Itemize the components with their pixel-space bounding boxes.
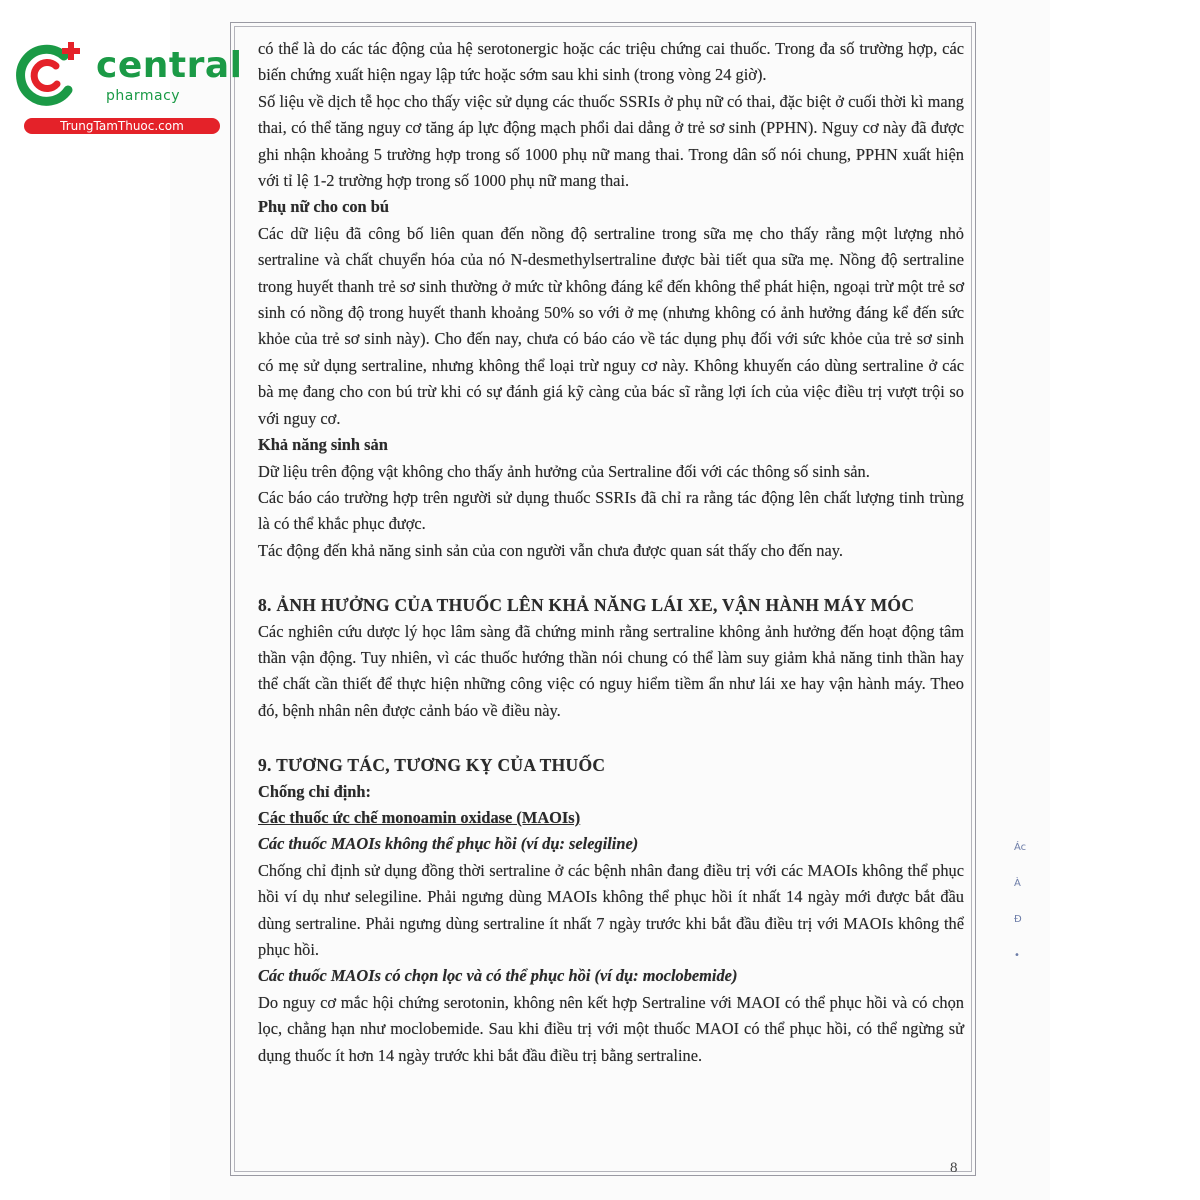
irreversible-maoi-paragraph: Chống chỉ định sử dụng đồng thời sertraline ở các bệnh nhân đang điều trị với các MAOIs không thể phục hồi ví dụ như selegiline. Phải ngưng dùng MAOIs không thể phục hồi ít nhất 14 ngày mới được bắt đầu dùng sertraline. Phải ngưng dùng sertraline ít nhất 7 ngày trước khi bắt đầu điều trị với MAOIs không thể phục hồi. (258, 860, 964, 959)
page-number: 8 (950, 1160, 958, 1176)
brand-url[interactable]: TrungTamThuoc.com (24, 118, 220, 134)
section-8-paragraph: Các nghiên cứu dược lý học lâm sàng đã chứng minh rằng sertraline không ảnh hưởng đến hoạt động tâm thần vận động. Tuy nhiên, vì các thuốc hướng thần nói chung có thể làm suy giảm khả năng tinh thần hay thể chất cần thiết để thực hiện những công việc có nguy hiểm tiềm ẩn như lái xe hay vận hành máy. Theo đó, bệnh nhân nên được cảnh báo về điều này. (258, 621, 964, 720)
brand-name: central (96, 45, 243, 86)
reversible-maoi-heading: Các thuốc MAOIs có chọn lọc và có thể phục hồi (ví dụ: moclobemide) (258, 966, 738, 986)
pregnancy-paragraph-2: Số liệu về dịch tễ học cho thấy việc sử dụng các thuốc SSRIs ở phụ nữ có thai, đặc biệt ở cuối thời kì mang thai, có thể tăng nguy cơ tăng áp lực động mạch phổi dai dẳng ở trẻ sơ sinh (PPHN). Nguy cơ này đã được ghi nhận khoảng 5 trường hợp trong số 1000 phụ nữ mang thai. Trong dân số nói chung, PPHN xuất hiện với tỉ lệ 1-2 trường hợp trong số 1000 phụ nữ mang thai. (258, 91, 964, 191)
margin-mark: Đ (1014, 914, 1022, 925)
reversible-maoi-paragraph: Do nguy cơ mắc hội chứng serotonin, không nên kết hợp Sertraline với MAOI có thể phục hồi và có chọn lọc, chẳng hạn như moclobemide. Sau khi điều trị với một thuốc MAOI có thể phục hồi, có thể ngừng sử dụng thuốc ít hơn 14 ngày trước khi bắt đầu điều trị bằng sertraline. (258, 992, 964, 1065)
maoi-heading: Các thuốc ức chế monoamin oxidase (MAOIs) (258, 807, 581, 827)
pharmacy-cross-logo-icon (12, 40, 88, 112)
section-8-title: 8. ẢNH HƯỞNG CỦA THUỐC LÊN KHẢ NĂNG LÁI XE, VẬN HÀNH MÁY MÓC (258, 595, 915, 616)
margin-mark: • (1014, 950, 1020, 961)
central-pharmacy-logo[interactable] (10, 36, 243, 136)
irreversible-maoi-heading: Các thuốc MAOIs không thể phục hồi (ví dụ: selegiline) (258, 834, 639, 854)
document-body (258, 36, 964, 1069)
margin-mark: Ác (1014, 842, 1027, 853)
breastfeeding-paragraph: Các dữ liệu đã công bố liên quan đến nồng độ sertraline trong sữa mẹ cho thấy rằng một lượng nhỏ sertraline và chất chuyển hóa của nó N-desmethylsertraline được bài tiết qua sữa mẹ. Nồng độ sertraline trong huyết thanh trẻ sơ sinh thường ở mức từ không đáng kể đến không thể phát hiện, ngoại trừ một trẻ sơ sinh có nồng độ trong huyết thanh khoảng 50% so với ở mẹ (nhưng không có ảnh hưởng đáng kể đến sức khỏe của trẻ sơ sinh này). Cho đến nay, chưa có báo cáo về tác dụng phụ đối với sức khỏe của trẻ sơ sinh có mẹ sử dụng sertraline, nhưng không thể loại trừ nguy cơ này. Không khuyến cáo dùng sertraline ở các bà mẹ đang cho con bú trừ khi có sự đánh giá kỹ càng của bác sĩ rằng lợi ích của việc điều trị vượt trội so với nguy cơ. (258, 223, 964, 428)
brand-subtitle: pharmacy (106, 88, 181, 104)
pregnancy-paragraph-1: có thể là do các tác động của hệ serotonergic hoặc các triệu chứng cai thuốc. Trong đa số trường hợp, các biến chứng xuất hiện ngay lập tức hoặc sớm sau khi sinh (trong vòng 24 giờ). (258, 39, 964, 85)
margin-mark: À (1014, 878, 1021, 889)
section-9-title: 9. TƯƠNG TÁC, TƯƠNG KỴ CỦA THUỐC (258, 755, 606, 776)
section-spacer (258, 564, 964, 592)
fertility-paragraph-3: Tác động đến khả năng sinh sản của con người vẫn chưa được quan sát thấy cho đến nay. (258, 540, 844, 560)
fertility-paragraph-1: Dữ liệu trên động vật không cho thấy ảnh hưởng của Sertraline đối với các thông số sinh sản. (258, 461, 870, 481)
breastfeeding-heading: Phụ nữ cho con bú (258, 197, 389, 217)
fertility-heading: Khả năng sinh sản (258, 435, 388, 455)
section-spacer (258, 724, 964, 752)
contraindication-heading: Chống chỉ định: (258, 781, 371, 801)
fertility-paragraph-2: Các báo cáo trường hợp trên người sử dụng thuốc SSRIs đã chỉ ra rằng tác động lên chất lượng tinh trùng là có thể khắc phục được. (258, 487, 964, 534)
margin-marks (1014, 830, 1028, 970)
